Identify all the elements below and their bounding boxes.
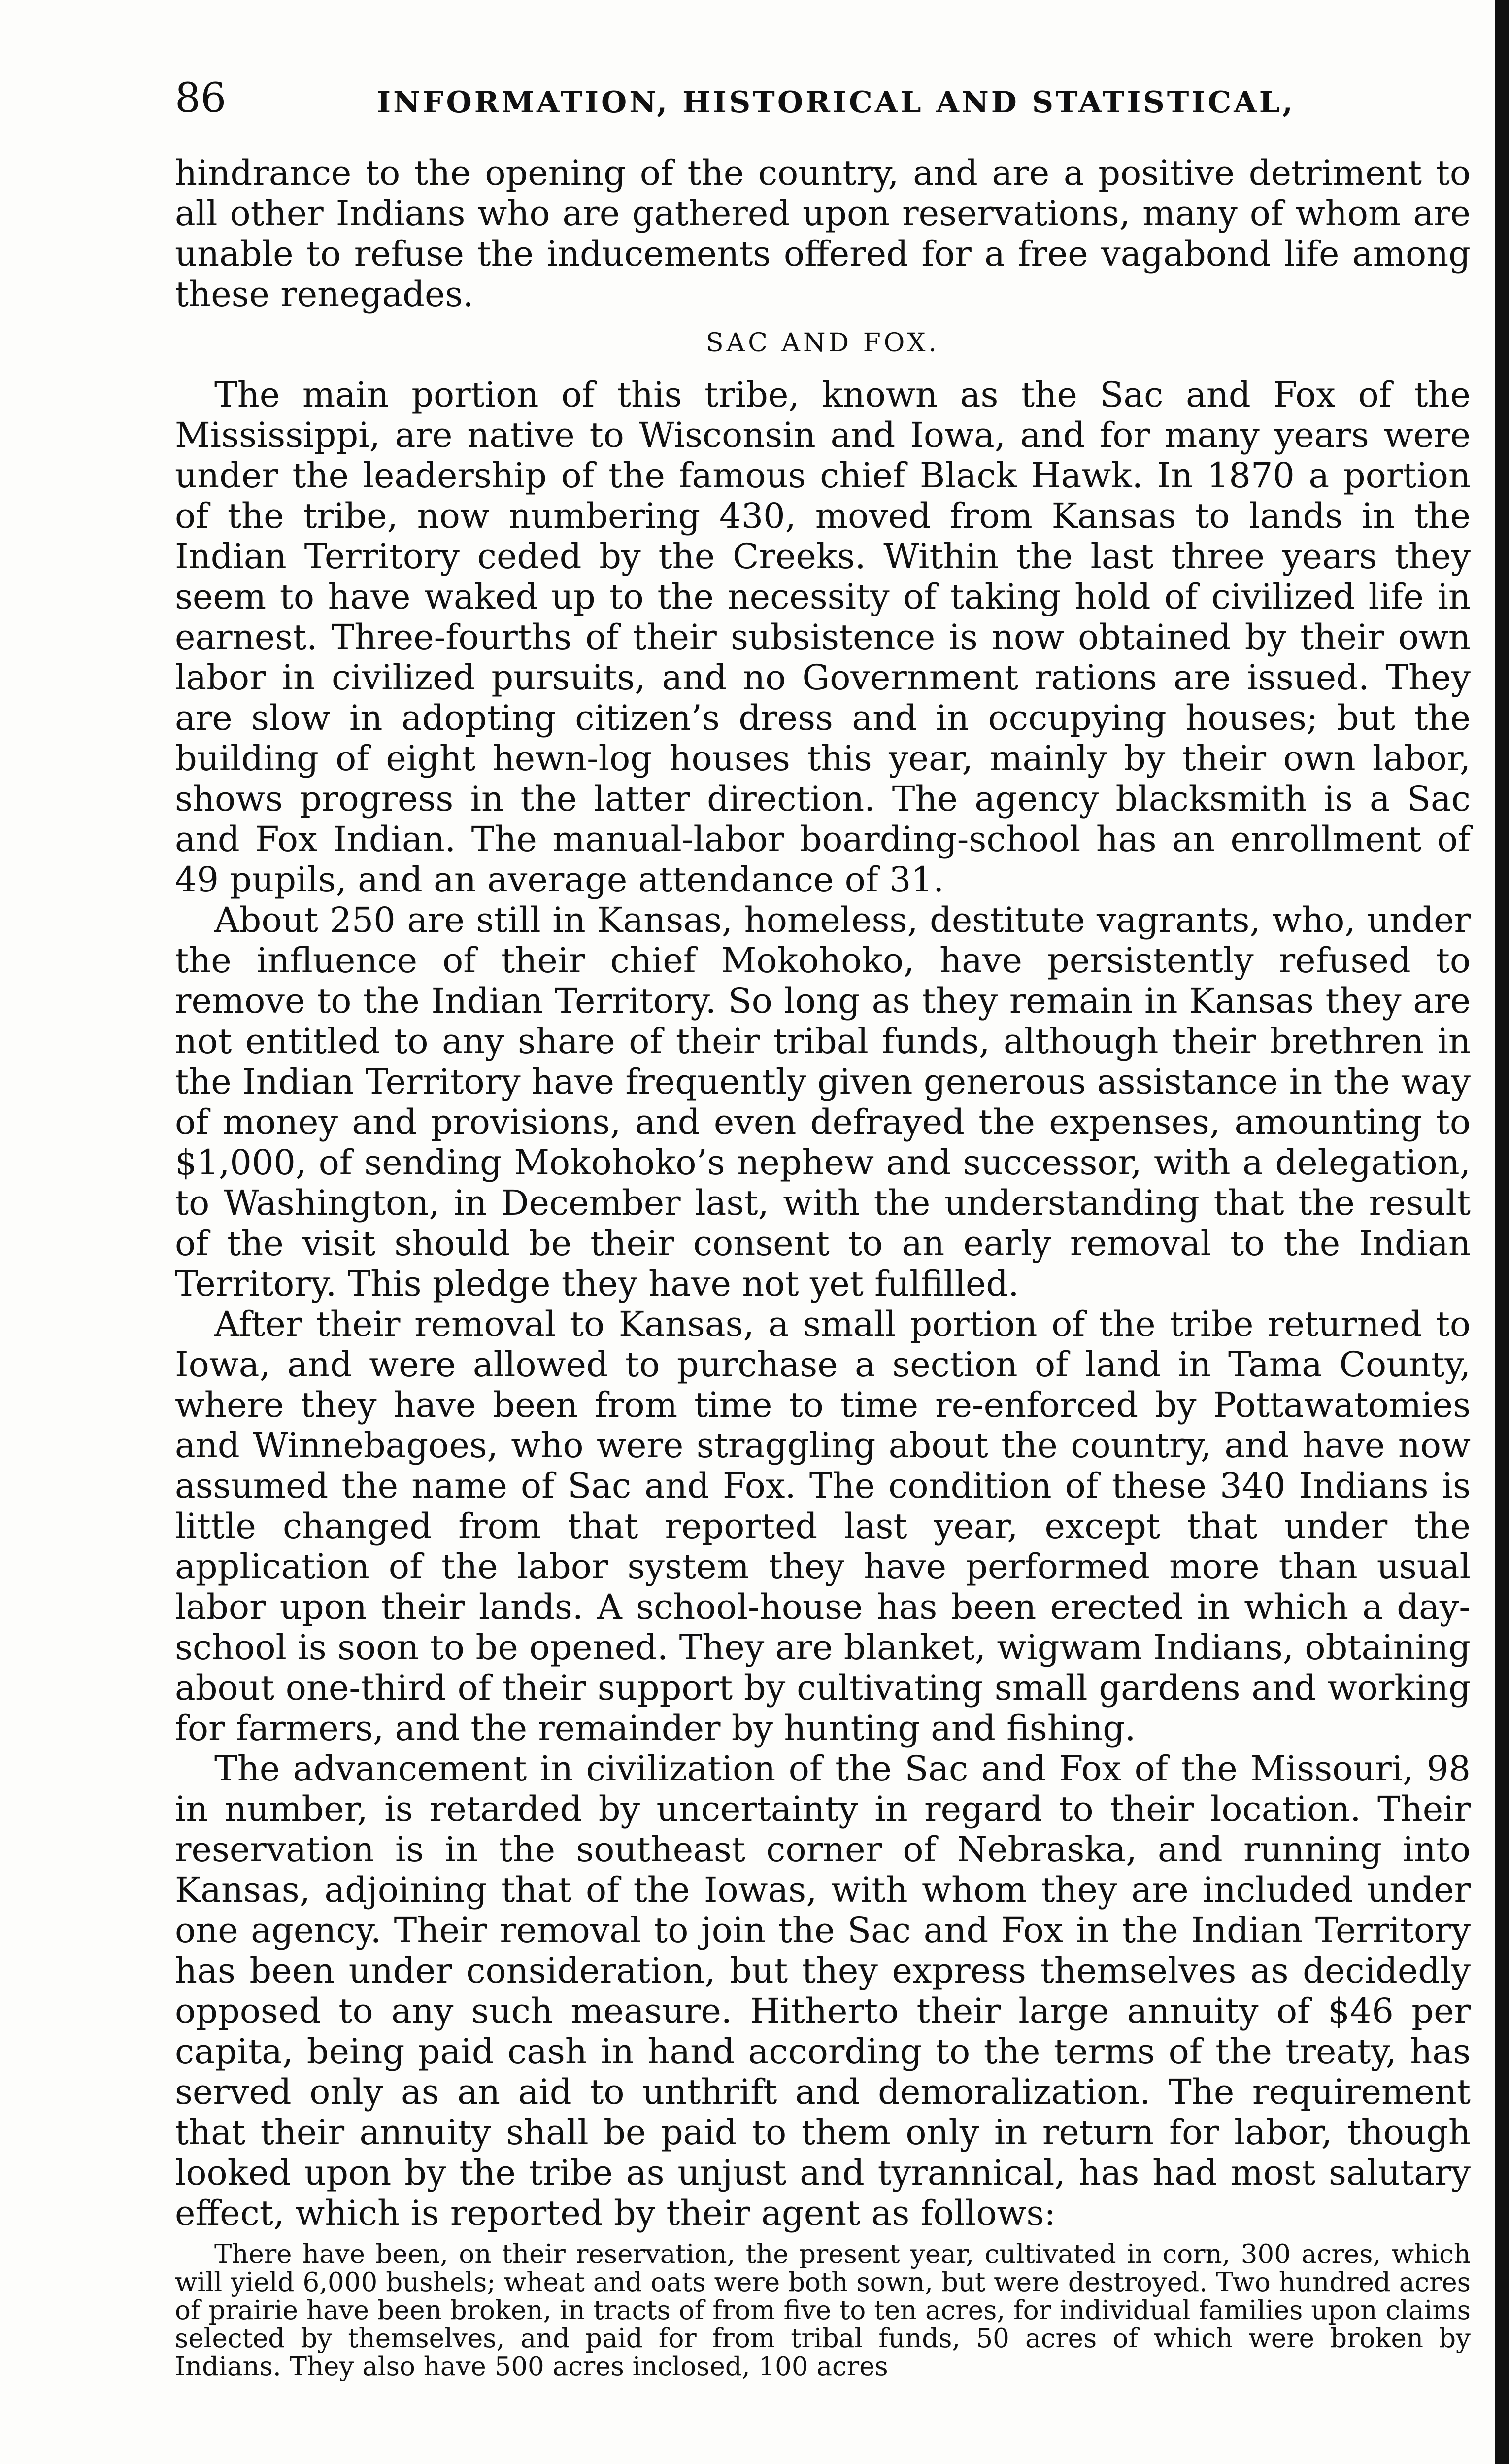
scan-edge — [1495, 0, 1509, 2464]
paragraph-iowa-band: After their removal to Kansas, a small portion of the tribe returned to Iowa, and were allowed to purchase a section of land in Tama County, where they have been from time to time re-enforced by Pottawatomies and Winnebagoes, who were straggling about the country, and have now assumed the name of Sac and Fox. The condition of these 340 Indians is little changed from that reported last year, except that under the application of the labor system they have performed more than usual labor upon their lands. A school-house has been erected in which a day-school is soon to be opened. They are blanket, wigwam Indians, obtaining about one-third of their support by cultivating small gardens and working for farmers, and the remainder by hunting and fishing. — [175, 1304, 1471, 1748]
running-head: INFORMATION, HISTORICAL AND STATISTICAL, — [377, 85, 1295, 120]
page-header — [175, 74, 1471, 128]
agent-report-text: There have been, on their reservation, the present year, cultivated in corn, 300 acres, which will yield 6,000 bushels; wheat and oats were both sown, but were destroyed. Two hundred acres of prairie have been broken, in tracts of from five to ten acres, for individual families upon claims selected by themselves, and paid for from tribal funds, 50 acres of which were broken by Indians. They also have 500 acres inclosed, 100 acres — [175, 2239, 1471, 2382]
page-body — [175, 153, 1471, 2381]
paragraph-sac-fox-mississippi: The main portion of this tribe, known as the Sac and Fox of the Mississippi, are native to Wisconsin and Iowa, and for many years were under the leadership of the famous chief Black Hawk. In 1870 a portion of the tribe, now numbering 430, moved from Kansas to lands in the Indian Territory ceded by the Creeks. Within the last three years they seem to have waked up to the necessity of taking hold of civilized life in earnest. Three-fourths of their subsistence is now obtained by their own labor in civilized pursuits, and no Government rations are issued. They are slow in adopting citizen’s dress and in occupying houses; but the building of eight hewn-log houses this year, mainly by their own labor, shows progress in the latter direction. The agency blacksmith is a Sac and Fox Indian. The manual-labor boarding-school has an enrollment of 49 pupils, and an average attendance of 31. — [175, 375, 1471, 900]
section-title: SAC AND FOX. — [705, 328, 940, 358]
agent-report-extract — [175, 2240, 1471, 2381]
paragraph-kansas-band: About 250 are still in Kansas, homeless, destitute vagrants, who, under the influence of their chief Mokohoko, have persistently refused to remove to the Indian Territory. So long as they remain in Kansas they are not entitled to any share of their tribal funds, although their brethren in the Indian Territory have frequently given generous assistance in the way of money and provisions, and even defrayed the expenses, amounting to $1,000, of sending Mokohoko’s nephew and successor, with a delegation, to Washington, in December last, with the understanding that the result of the visit should be their consent to an early removal to the Indian Territory. This pledge they have not yet fulfilled. — [175, 900, 1471, 1304]
paragraph-sac-fox-missouri: The advancement in civilization of the Sac and Fox of the Missouri, 98 in number, is retarded by uncertainty in regard to their location. Their reservation is in the southeast corner of Nebraska, and running into Kansas, adjoining that of the Iowas, with whom they are included under one agency. Their removal to join the Sac and Fox in the Indian Territory has been under consideration, but they express themselves as decidedly opposed to any such measure. Hitherto their large annuity of $46 per capita, being paid cash in hand according to the terms of the treaty, has served only as an aid to unthrift and demoralization. The requirement that their annuity shall be paid to them only in return for labor, though looked upon by the tribe as unjust and tyrannical, has had most salutary effect, which is reported by their agent as follows: — [175, 1748, 1471, 2233]
opening-paragraph: hindrance to the opening of the country, and are a positive detriment to all other Indians who are gathered upon reservations, many of whom are unable to refuse the inducements offered for a free vagabond life among these renegades. — [175, 153, 1471, 314]
page-number: 86 — [175, 75, 227, 122]
